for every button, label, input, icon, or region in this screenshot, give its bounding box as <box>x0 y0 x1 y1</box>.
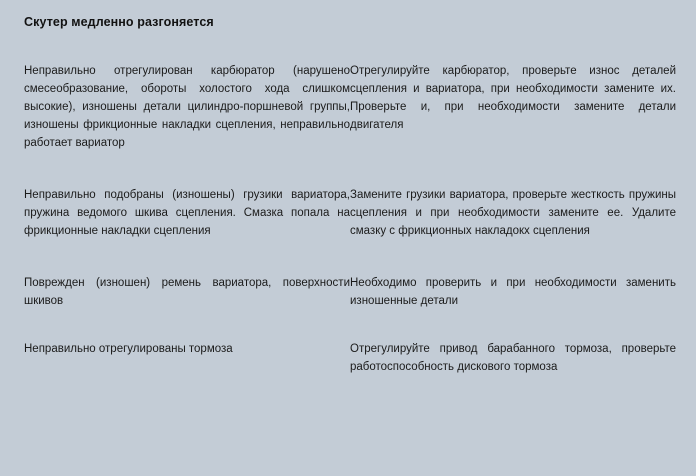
remedy-text: Необходимо проверить и при необходимости заменить изношенные детали <box>350 277 676 307</box>
table-row <box>24 274 676 310</box>
page-title: Скутер медленно разгоняется <box>24 15 214 29</box>
cause-text: Неправильно отрегулированы тормоза <box>24 343 233 355</box>
troubleshooting-table <box>24 40 676 376</box>
row-spacer <box>24 240 676 274</box>
cause-text: Поврежден (изношен) ремень вариатора, поверхности шкивов <box>24 277 350 307</box>
remedy-cell <box>350 186 676 240</box>
cause-cell <box>24 186 350 240</box>
spacer-cell-right <box>350 240 676 274</box>
remedy-text: Отрегулируйте привод барабанного тормоза, проверьте работоспособность дискового тормоза <box>350 343 676 373</box>
cause-text: Неправильно подобраны (изношены) грузики вариатора, пружина ведомого шкива сцепления. Смазка попала на фрикционные накладки сцепления <box>24 189 350 237</box>
cause-cell <box>24 340 350 376</box>
spacer-cell-left <box>24 40 350 62</box>
cause-cell <box>24 274 350 310</box>
remedy-text: Отрегулируйте карбюратор, проверьте износ деталей сцепления и вариатора, при необходимости замените их. Проверьте и, при необходимости замените детали двигателя <box>350 65 676 131</box>
spacer-cell-left <box>24 240 350 274</box>
spacer-cell-right <box>350 152 676 186</box>
table-top-spacer <box>24 40 676 62</box>
cause-cell <box>24 62 350 152</box>
table-row <box>24 62 676 152</box>
spacer-cell-left <box>24 152 350 186</box>
spacer-cell-right <box>350 40 676 62</box>
remedy-cell <box>350 274 676 310</box>
remedy-cell <box>350 340 676 376</box>
spacer-cell-left <box>24 310 350 340</box>
row-spacer <box>24 152 676 186</box>
table-row <box>24 186 676 240</box>
spacer-cell-right <box>350 310 676 340</box>
row-spacer <box>24 310 676 340</box>
table-row <box>24 340 676 376</box>
remedy-cell <box>350 62 676 152</box>
cause-text: Неправильно отрегулирован карбюратор (нарушено смесеобразование, обороты холостого хода слишком высокие), изношены детали цилиндро-поршневой группы, изношены фрикционные накладки сцепления, неправильно работает вариатор <box>24 65 350 149</box>
remedy-text: Замените грузики вариатора, проверьте жесткость пружины сцепления и при необходимости замените ее. Удалите смазку с фрикционных накладокх сцепления <box>350 189 676 237</box>
